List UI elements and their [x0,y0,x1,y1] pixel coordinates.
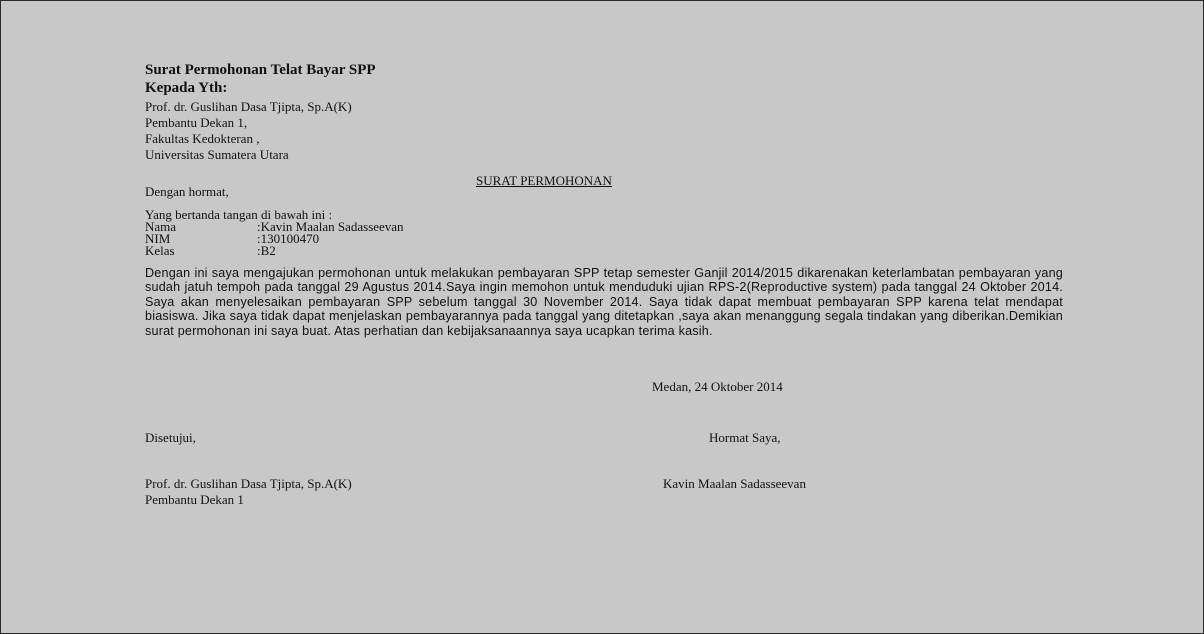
recipient-university: Universitas Sumatera Utara [145,147,289,162]
field-value: :130100470 [257,231,320,246]
regards-label: Hormat Saya, [709,430,781,445]
letter-heading: SURAT PERMOHONAN [476,173,612,188]
field-key: NIM [145,231,171,246]
sender-name: Kavin Maalan Sadasseevan [663,476,806,491]
field-key: Kelas [145,243,175,258]
place-date: Medan, 24 Oktober 2014 [652,379,783,394]
approver-title: Pembantu Dekan 1 [145,492,244,507]
field-key: Nama [145,219,177,234]
kepada-label: Kepada Yth: [145,80,228,96]
approved-label: Disetujui, [145,430,196,445]
recipient-position: Pembantu Dekan 1, [145,115,248,130]
greeting: Dengan hormat, [145,184,229,199]
letter-body: Dengan ini saya mengajukan permohonan untuk melakukan pembayaran SPP tetap semester Ganjil 2014/2015 dikarenakan keterlambatan pembayaran yang sudah jatuh tempoh pada tanggal 29 Agustus 2014.Saya ingin memohon untuk menduduki ujian RPS-2(Reproductive system) pada tanggal 24 Oktober 2014. Saya akan menyelesaikan pembayaran SPP sebelum tanggal 30 November 2014. Saya tidak dapat membuat pembayaran SPP karena telat mendapat biasiswa. Jika saya tidak dapat menjelaskan pembayarannya pada tanggal yang ditetapkan ,saya akan menanggung segala tindakan yang diberikan.Demikian surat permohonan ini saya buat. Atas perhatian dan kebijaksanaannya saya ucapkan terima kasih. [145,266,1063,338]
field-value: :Kavin Maalan Sadasseevan [257,219,404,234]
recipient-name: Prof. dr. Guslihan Dasa Tjipta, Sp.A(K) [145,99,352,114]
field-value: :B2 [257,243,276,258]
field-row-kelas [145,243,276,258]
approver-name: Prof. dr. Guslihan Dasa Tjipta, Sp.A(K) [145,476,352,491]
letter-title: Surat Permohonan Telat Bayar SPP [145,62,376,78]
recipient-faculty: Fakultas Kedokteran , [145,131,260,146]
intro-line: Yang bertanda tangan di bawah ini : [145,207,333,222]
